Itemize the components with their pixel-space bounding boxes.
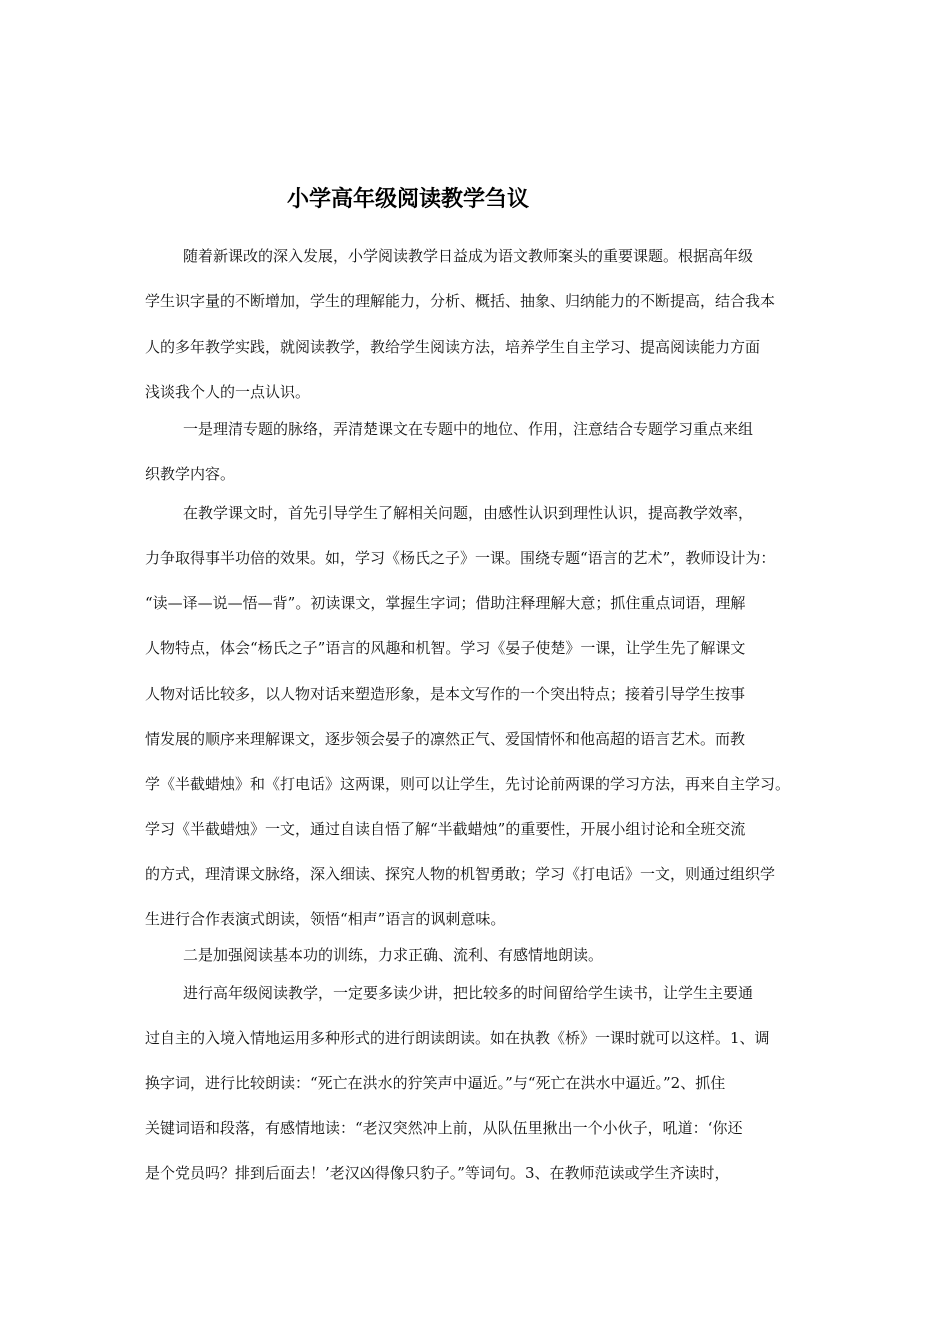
paragraph-line: “读—译—说—悟—背”。初读课文，掌握生字词；借助注释理解大意；抓住重点词语，理解 [145, 594, 746, 612]
paragraph-line: 人的多年教学实践，就阅读教学，教给学生阅读方法，培养学生自主学习、提高阅读能力方面 [145, 338, 761, 356]
paragraph-line: 在教学课文时，首先引导学生了解相关问题，由感性认识到理性认识，提高教学效率， [183, 504, 754, 522]
paragraph-line: 浅谈我个人的一点认识。 [145, 383, 311, 401]
paragraph-line: 二是加强阅读基本功的训练，力求正确、流利、有感情地朗读。 [183, 946, 604, 964]
paragraph-line: 织教学内容。 [145, 465, 236, 483]
paragraph-line: 学《半截蜡烛》和《打电话》这两课，则可以让学生，先讨论前两课的学习方法，再来自主学习。 [145, 775, 791, 793]
paragraph-line: 关键词语和段落，有感情地读：“老汉突然冲上前，从队伍里揪出一个小伙子，吼道：‘你还 [145, 1119, 743, 1137]
paragraph-line: 生进行合作表演式朗读，领悟“相声”语言的讽刺意味。 [145, 910, 506, 928]
paragraph-line: 换字词，进行比较朗读：“死亡在洪水的狞笑声中逼近。”与“死亡在洪水中逼近。”2、抓住 [145, 1074, 726, 1092]
paragraph-line: 进行高年级阅读教学，一定要多读少讲，把比较多的时间留给学生读书，让学生主要通 [183, 984, 754, 1002]
paragraph-line: 过自主的入境入情地运用多种形式的进行朗读朗读。如在执教《桥》一课时就可以这样。1、调 [145, 1029, 770, 1047]
paragraph-line: 一是理清专题的脉络，弄清楚课文在专题中的地位、作用，注意结合专题学习重点来组 [183, 420, 754, 438]
paragraph-line: 情发展的顺序来理解课文，逐步领会晏子的凛然正气、爱国情怀和他高超的语言艺术。而教 [145, 730, 746, 748]
paragraph-line: 力争取得事半功倍的效果。如，学习《杨氏之子》一课。围绕专题“语言的艺术”，教师设计为： [145, 549, 776, 567]
paragraph-line: 人物特点，体会“杨氏之子”语言的风趣和机智。学习《晏子使楚》一课，让学生先了解课文 [145, 639, 746, 657]
paragraph-line: 学习《半截蜡烛》一文，通过自读自悟了解“半截蜡烛”的重要性，开展小组讨论和全班交流 [145, 820, 746, 838]
document-title: 小学高年级阅读教学刍议 [287, 186, 530, 212]
paragraph-line: 是个党员吗？排到后面去！’老汉凶得像只豹子。”等词句。3、在教师范读或学生齐读时， [145, 1164, 730, 1182]
paragraph-line: 的方式，理清课文脉络，深入细读、探究人物的机智勇敢；学习《打电话》一文，则通过组织学 [145, 865, 776, 883]
paragraph-line: 人物对话比较多，以人物对话来塑造形象，是本文写作的一个突出特点；接着引导学生按事 [145, 685, 746, 703]
paragraph-line: 随着新课改的深入发展，小学阅读教学日益成为语文教师案头的重要课题。根据高年级 [183, 247, 754, 265]
paragraph-line: 学生识字量的不断增加，学生的理解能力，分析、概括、抽象、归纳能力的不断提高，结合我本 [145, 292, 776, 310]
